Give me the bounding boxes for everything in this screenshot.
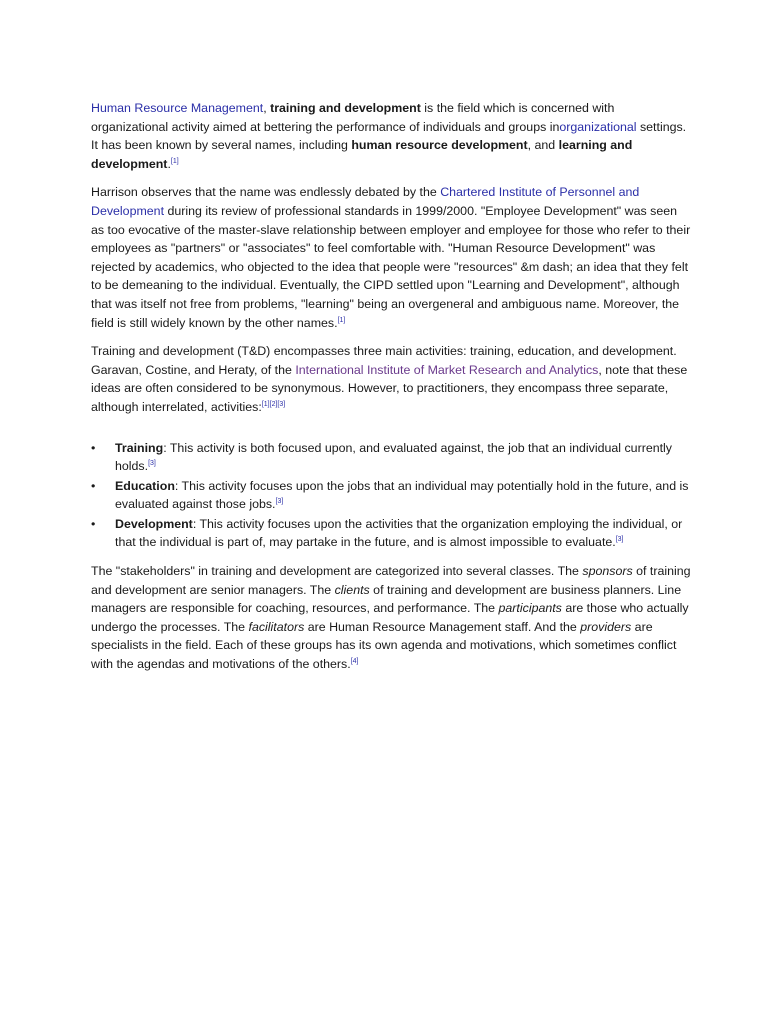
list-item-education	[91, 477, 691, 514]
text: , note that these ideas are often considered to be synonymous. However, to practitioners, they encompass three separate, although interrelated, activities:	[91, 362, 688, 414]
citation-link[interactable]: [3]	[275, 498, 284, 506]
citation-link[interactable]: [2]	[269, 400, 278, 408]
link-organizational[interactable]: organizational	[559, 119, 637, 134]
text: Harrison observes that the name was endlessly debated by the	[91, 185, 441, 200]
bold-term: Education	[115, 478, 175, 493]
citation-link[interactable]: [3]	[148, 460, 156, 468]
text: are Human Resource Management staff. And the	[304, 619, 581, 634]
text: : This activity focuses upon the jobs that an individual may potentially hold in the future, and is evaluated against those jobs.	[115, 478, 689, 512]
text: , and	[527, 138, 559, 153]
citation-link[interactable]: [3]	[277, 400, 286, 408]
citation-link[interactable]: [1]	[170, 157, 179, 165]
activities-list	[91, 439, 691, 553]
paragraph-harrison	[91, 183, 691, 332]
text: ,	[263, 101, 271, 115]
text: are specialists in the field. Each of these groups has its own agenda and motivations, which sometimes conflict with the agendas and motivations of the others.	[91, 619, 677, 672]
bold-term: Development	[115, 516, 193, 531]
paragraph-td-activities	[91, 342, 691, 416]
citation-link[interactable]: [1]	[261, 400, 270, 408]
text: settings. It has been known by several names, including	[91, 119, 687, 153]
link-iimra[interactable]: International Institute of Market Research and Analytics	[295, 362, 599, 377]
bullet-marker: •	[91, 516, 96, 531]
italic-term: providers	[580, 619, 632, 634]
article-body	[91, 99, 691, 684]
citation-link[interactable]: [4]	[350, 658, 359, 666]
list-item-training	[91, 439, 691, 476]
paragraph-stakeholders	[91, 562, 691, 674]
text: are those who actually undergo the processes. The	[91, 601, 689, 634]
italic-term: participants	[498, 601, 562, 616]
bullet-marker: •	[91, 478, 96, 493]
text: is the field which is concerned with organizational activity aimed at bettering the performance of individuals and groups in	[91, 101, 615, 134]
bold-term: learning and development	[91, 138, 633, 171]
italic-term: facilitators	[248, 619, 305, 634]
italic-term: sponsors	[582, 564, 633, 579]
paragraph-intro	[91, 99, 691, 173]
text: The "stakeholders" in training and development are categorized into several classes. The	[91, 564, 583, 579]
text: of training and development are senior managers. The	[91, 564, 691, 597]
text: .	[167, 156, 171, 171]
text: of training and development are business planners. Line managers are responsible for coaching, resources, and performance. The	[91, 582, 682, 616]
italic-term: clients	[334, 582, 370, 597]
link-cipd[interactable]: Chartered Institute of Personnel and Development	[91, 185, 640, 218]
bold-term: training and development	[270, 101, 421, 115]
text: : This activity is both focused upon, and evaluated against, the job that an individual currently holds.	[115, 440, 672, 474]
bold-term: Training	[115, 440, 164, 455]
citation-link[interactable]: [1]	[337, 316, 346, 324]
citation-link[interactable]: [3]	[615, 536, 624, 544]
list-item-development	[91, 515, 691, 552]
text: : This activity focuses upon the activities that the organization employing the individual, or that the individual is part of, may partake in the future, and is almost impossible to evaluate.	[115, 516, 683, 550]
bullet-marker: •	[91, 440, 96, 455]
bold-term: human resource development	[351, 138, 528, 153]
text: Training and development (T&D) encompasses three main activities: training, education, and development. Garavan, Costine, and Heraty, of the	[91, 344, 677, 377]
text: during its review of professional standards in 1999/2000. "Employee Development" was seen as too evocative of the master-slave relationship between employer and employee for those who refer to their employees as "partners" or "associates" to feel comfortable with. "Human Resource Development" was rejected by academics, who objected to the idea that people were "resources" &m dash; an idea that they felt to be demeaning to the individual. Eventually, the CIPD settled upon "Learning and Development", although that was itself not free from problems, "learning" being an overgeneral and ambiguous name. Moreover, the field is still widely known by the other names.	[91, 203, 691, 330]
link-human-resource-management[interactable]: Human Resource Management	[91, 101, 264, 115]
